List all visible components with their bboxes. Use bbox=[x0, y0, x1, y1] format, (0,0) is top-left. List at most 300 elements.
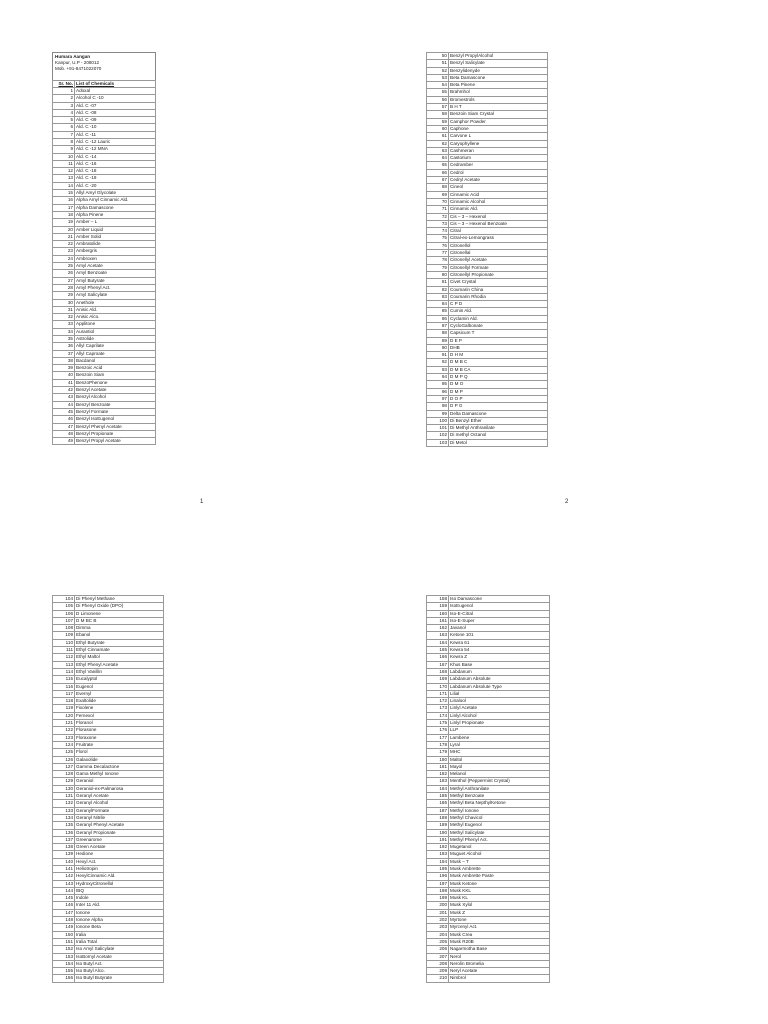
chemical-name-cell: Cis – 3 – Hexenol bbox=[449, 213, 548, 220]
table-row bbox=[53, 372, 156, 379]
table-row bbox=[427, 403, 548, 410]
table-row bbox=[427, 96, 548, 103]
chemical-name-cell: Linlyl Alcohol bbox=[449, 712, 550, 719]
table-row bbox=[53, 865, 164, 872]
chemical-name-cell: Di Methyl Anthranilate bbox=[449, 425, 548, 432]
sr-no-cell: 164 bbox=[427, 639, 449, 646]
table-row bbox=[53, 306, 156, 313]
chemical-name-cell: Musk R20B bbox=[449, 938, 550, 945]
sr-no-cell: 145 bbox=[53, 895, 75, 902]
chemical-name-cell: Caphone bbox=[449, 125, 548, 132]
sr-no-cell: 76 bbox=[427, 242, 449, 249]
table-row bbox=[53, 182, 156, 189]
table-row bbox=[427, 676, 550, 683]
table-row bbox=[53, 408, 156, 415]
sr-no-cell: 14 bbox=[53, 182, 75, 189]
sr-no-cell: 33 bbox=[53, 321, 75, 328]
chemical-name-cell: Camphor Powder bbox=[449, 118, 548, 125]
chemical-name-cell: Ald. C -08 bbox=[75, 109, 156, 116]
chemical-name-cell: Lyral bbox=[449, 741, 550, 748]
chemical-name-cell: Exaltolide bbox=[75, 698, 164, 705]
sr-no-cell: 134 bbox=[53, 814, 75, 821]
table-row bbox=[427, 822, 550, 829]
chemical-name-cell: Ethyl Butyrate bbox=[75, 639, 164, 646]
chemical-name-cell: D M BC B bbox=[75, 617, 164, 624]
sr-no-cell: 117 bbox=[53, 690, 75, 697]
table-row bbox=[53, 844, 164, 851]
sr-no-cell: 98 bbox=[427, 403, 449, 410]
chemical-name-cell: Heliotropin bbox=[75, 865, 164, 872]
chemical-name-cell: Delta Damascone bbox=[449, 410, 548, 417]
sr-no-cell: 101 bbox=[427, 425, 449, 432]
chemical-name-cell: D Limonene bbox=[75, 610, 164, 617]
table-row bbox=[53, 938, 164, 945]
chemical-name-cell: Benzyl Formate bbox=[75, 408, 156, 415]
chemical-name-cell: D M P bbox=[449, 388, 548, 395]
sr-no-cell: 170 bbox=[427, 683, 449, 690]
sr-no-cell: 191 bbox=[427, 836, 449, 843]
chemical-name-cell: Citronellal bbox=[449, 250, 548, 257]
sr-no-cell: 73 bbox=[427, 220, 449, 227]
table-row bbox=[427, 705, 550, 712]
chemical-name-cell: Benzoin Siam Crystal bbox=[449, 111, 548, 118]
table-row bbox=[53, 379, 156, 386]
sr-no-cell: 105 bbox=[53, 603, 75, 610]
table-row bbox=[427, 432, 548, 439]
table-row bbox=[427, 632, 550, 639]
table-row bbox=[53, 741, 164, 748]
chemical-name-cell: Anisic Alco. bbox=[75, 314, 156, 321]
chemical-name-cell: Methyl Phenyl Act. bbox=[449, 836, 550, 843]
sr-no-cell: 22 bbox=[53, 241, 75, 248]
table-row bbox=[53, 807, 164, 814]
chemical-name-cell: Iso Butyl Alco. bbox=[75, 968, 164, 975]
sr-no-cell: 6 bbox=[53, 124, 75, 131]
table-row bbox=[427, 395, 548, 402]
table-row bbox=[53, 763, 164, 770]
table-row bbox=[53, 190, 156, 197]
chemical-name-cell: D M P Q bbox=[449, 374, 548, 381]
chemical-name-cell: Anisic Ald. bbox=[75, 306, 156, 313]
chemical-name-cell: Musk – T bbox=[449, 858, 550, 865]
table-row bbox=[427, 111, 548, 118]
sr-no-cell: 26 bbox=[53, 270, 75, 277]
table-row bbox=[53, 734, 164, 741]
sr-no-cell: 10 bbox=[53, 153, 75, 160]
sr-no-cell: 8 bbox=[53, 138, 75, 145]
chemicals-table-3 bbox=[52, 595, 164, 983]
table-row bbox=[53, 727, 164, 734]
table-row bbox=[53, 749, 164, 756]
table-row bbox=[53, 902, 164, 909]
sr-no-cell: 20 bbox=[53, 226, 75, 233]
table-row bbox=[53, 690, 164, 697]
sr-no-cell: 159 bbox=[427, 603, 449, 610]
table-row bbox=[53, 975, 164, 982]
chemical-name-cell: Methyl Salicylate bbox=[449, 829, 550, 836]
table-row bbox=[53, 350, 156, 357]
chemical-name-cell: Geranyl Phenyl Acetate bbox=[75, 822, 164, 829]
chemical-name-cell: Benzoin Siam bbox=[75, 372, 156, 379]
chemical-name-cell: Myrtone bbox=[449, 917, 550, 924]
sr-no-cell: 114 bbox=[53, 668, 75, 675]
table-row bbox=[53, 887, 164, 894]
sr-no-cell: 131 bbox=[53, 793, 75, 800]
chemical-name-cell: Ald. C -19 bbox=[75, 175, 156, 182]
chemical-name-cell: Alcohol C -10 bbox=[75, 95, 156, 102]
sr-no-cell: 141 bbox=[53, 865, 75, 872]
table-row bbox=[427, 271, 548, 278]
sr-no-cell: 202 bbox=[427, 917, 449, 924]
sr-no-cell: 50 bbox=[427, 53, 449, 60]
table-row bbox=[53, 953, 164, 960]
page-3 bbox=[52, 595, 164, 983]
chemical-name-cell: Cedramber bbox=[449, 162, 548, 169]
sr-no-cell: 94 bbox=[427, 374, 449, 381]
table-row bbox=[53, 168, 156, 175]
sr-no-cell: 55 bbox=[427, 89, 449, 96]
chemical-name-cell: Benzyl Propyl Acetate bbox=[75, 438, 156, 445]
chemical-name-cell: D M B CA bbox=[449, 366, 548, 373]
chemicals-table-1 bbox=[52, 80, 156, 446]
chemical-name-cell: Geranyl Alcohol bbox=[75, 800, 164, 807]
table-row bbox=[427, 410, 548, 417]
chemical-name-cell: Eucalyptol bbox=[75, 676, 164, 683]
chemical-name-cell: Iso-E-Super bbox=[449, 617, 550, 624]
table-row bbox=[53, 321, 156, 328]
chemical-name-cell: Citral-ex-Lemongrass bbox=[449, 235, 548, 242]
table-row bbox=[427, 308, 548, 315]
table-row bbox=[53, 654, 164, 661]
sr-no-cell: 135 bbox=[53, 822, 75, 829]
chemical-name-cell: Bromestrols bbox=[449, 96, 548, 103]
chemical-name-cell: HexylCinnamic Ald. bbox=[75, 873, 164, 880]
table-row bbox=[427, 337, 548, 344]
sr-no-cell: 165 bbox=[427, 647, 449, 654]
table-row bbox=[53, 299, 156, 306]
sr-no-cell: 104 bbox=[53, 596, 75, 603]
table-row bbox=[427, 191, 548, 198]
chemical-name-cell: Iso Damascone bbox=[449, 596, 550, 603]
table-row bbox=[427, 322, 548, 329]
chemical-name-cell: Florasone bbox=[75, 727, 164, 734]
table-row bbox=[427, 374, 548, 381]
chemical-name-cell: Benzyl Phenyl Acetate bbox=[75, 423, 156, 430]
chemical-name-cell: Hedione bbox=[75, 851, 164, 858]
table-row bbox=[53, 668, 164, 675]
sr-no-cell: 38 bbox=[53, 357, 75, 364]
sr-no-cell: 125 bbox=[53, 749, 75, 756]
table-row bbox=[427, 785, 550, 792]
sr-no-cell: 46 bbox=[53, 416, 75, 423]
sr-no-cell: 201 bbox=[427, 909, 449, 916]
chemical-name-cell: Citronellyl Formate bbox=[449, 264, 548, 271]
table-row bbox=[53, 95, 156, 102]
chemical-name-cell: Allyl Caprilate bbox=[75, 343, 156, 350]
chemical-name-cell: Linlyl Acetate bbox=[449, 705, 550, 712]
table-row bbox=[53, 793, 164, 800]
table-row bbox=[53, 924, 164, 931]
sr-no-cell: 51 bbox=[427, 60, 449, 67]
sr-no-cell: 21 bbox=[53, 233, 75, 240]
chemical-name-cell: D O P bbox=[449, 395, 548, 402]
sr-no-cell: 82 bbox=[427, 286, 449, 293]
sr-no-cell: 68 bbox=[427, 184, 449, 191]
table-row bbox=[53, 851, 164, 858]
chemical-name-cell: IBQ bbox=[75, 887, 164, 894]
chemical-name-cell: Mugetanol bbox=[449, 844, 550, 851]
sr-no-cell: 67 bbox=[427, 177, 449, 184]
chemical-name-cell: Lambene bbox=[449, 734, 550, 741]
table-row bbox=[53, 960, 164, 967]
chemical-name-cell: Coumarin China bbox=[449, 286, 548, 293]
chemical-name-cell: Astrolide bbox=[75, 336, 156, 343]
sr-no-cell: 148 bbox=[53, 917, 75, 924]
table-row bbox=[53, 124, 156, 131]
company-header bbox=[52, 52, 156, 80]
sr-no-cell: 81 bbox=[427, 279, 449, 286]
chemical-name-cell: Amber Liquid bbox=[75, 226, 156, 233]
sr-no-cell: 103 bbox=[427, 439, 449, 446]
sr-no-cell: 89 bbox=[427, 337, 449, 344]
table-row bbox=[53, 416, 156, 423]
chemicals-table-2 bbox=[426, 52, 548, 447]
sr-no-cell: 195 bbox=[427, 865, 449, 872]
chemical-name-cell: Adoxal bbox=[75, 87, 156, 94]
chemical-name-cell: Methyl Benzoate bbox=[449, 793, 550, 800]
table-row bbox=[53, 241, 156, 248]
table-row bbox=[427, 727, 550, 734]
chemical-name-cell: Musk KKL bbox=[449, 887, 550, 894]
sr-no-cell: 30 bbox=[53, 299, 75, 306]
sr-no-cell: 171 bbox=[427, 690, 449, 697]
sr-no-header: Sr. No. bbox=[53, 80, 75, 87]
table-row bbox=[427, 793, 550, 800]
table-row bbox=[427, 118, 548, 125]
chemical-name-cell: Ald. C -11 bbox=[75, 131, 156, 138]
chemical-name-cell: Beta Damascone bbox=[449, 74, 548, 81]
chemical-name-cell: BenzoPhenone bbox=[75, 379, 156, 386]
table-row bbox=[427, 250, 548, 257]
chemical-name-cell: Capsicum T bbox=[449, 330, 548, 337]
table-row bbox=[427, 286, 548, 293]
chemical-name-cell: Ketone 101 bbox=[449, 632, 550, 639]
table-row bbox=[427, 169, 548, 176]
table-row bbox=[53, 204, 156, 211]
table-row bbox=[53, 423, 156, 430]
chemical-name-cell: Cedrol bbox=[449, 169, 548, 176]
chemical-name-cell: Fernexol bbox=[75, 712, 164, 719]
sr-no-cell: 146 bbox=[53, 902, 75, 909]
sr-no-cell: 136 bbox=[53, 829, 75, 836]
sr-no-cell: 149 bbox=[53, 924, 75, 931]
table-row bbox=[427, 82, 548, 89]
chemical-name-cell: Benzyl Salicylate bbox=[449, 60, 548, 67]
table-row bbox=[427, 89, 548, 96]
sr-no-cell: 7 bbox=[53, 131, 75, 138]
table-row bbox=[53, 778, 164, 785]
sr-no-cell: 52 bbox=[427, 67, 449, 74]
chemical-name-cell: Di methyl Octanol bbox=[449, 432, 548, 439]
table-row bbox=[53, 698, 164, 705]
sr-no-cell: 204 bbox=[427, 931, 449, 938]
sr-no-cell: 87 bbox=[427, 322, 449, 329]
sr-no-cell: 27 bbox=[53, 277, 75, 284]
sr-no-cell: 36 bbox=[53, 343, 75, 350]
table-row bbox=[427, 778, 550, 785]
sr-no-cell: 95 bbox=[427, 381, 449, 388]
sr-no-cell: 24 bbox=[53, 255, 75, 262]
table-row bbox=[427, 67, 548, 74]
chemical-name-cell: Brahmhol bbox=[449, 89, 548, 96]
sr-no-cell: 172 bbox=[427, 698, 449, 705]
chemical-name-cell: Di Phenyl Oxide (DPO) bbox=[75, 603, 164, 610]
table-row bbox=[53, 814, 164, 821]
chemical-name-cell: Nerolin Bromelia bbox=[449, 960, 550, 967]
sr-no-cell: 143 bbox=[53, 880, 75, 887]
chemical-name-cell: Labdanum Absolute bbox=[449, 676, 550, 683]
sr-no-cell: 118 bbox=[53, 698, 75, 705]
sr-no-cell: 86 bbox=[427, 315, 449, 322]
sr-no-cell: 19 bbox=[53, 219, 75, 226]
table-row bbox=[53, 394, 156, 401]
chemical-name-cell: Nagarmotha Base bbox=[449, 946, 550, 953]
table-row bbox=[53, 117, 156, 124]
sr-no-cell: 150 bbox=[53, 931, 75, 938]
sr-no-cell: 177 bbox=[427, 734, 449, 741]
table-row bbox=[53, 931, 164, 938]
sr-no-cell: 1 bbox=[53, 87, 75, 94]
table-row bbox=[427, 617, 550, 624]
sr-no-cell: 57 bbox=[427, 104, 449, 111]
chemical-name-cell: Ambratolide bbox=[75, 241, 156, 248]
sr-no-cell: 66 bbox=[427, 169, 449, 176]
chemical-name-cell: Galaxolide bbox=[75, 756, 164, 763]
table-row bbox=[427, 654, 550, 661]
sr-no-cell: 183 bbox=[427, 778, 449, 785]
chemical-name-cell: D E P bbox=[449, 337, 548, 344]
table-row bbox=[53, 160, 156, 167]
chemical-name-cell: Green Acetate bbox=[75, 844, 164, 851]
sr-no-cell: 205 bbox=[427, 938, 449, 945]
chemical-name-cell: Caryophyllene bbox=[449, 140, 548, 147]
chemical-name-cell: Eugenol bbox=[75, 683, 164, 690]
table-row bbox=[53, 109, 156, 116]
chemical-name-cell: Ald. C -10 bbox=[75, 124, 156, 131]
table-row bbox=[53, 596, 164, 603]
sr-no-cell: 185 bbox=[427, 793, 449, 800]
sr-no-cell: 4 bbox=[53, 109, 75, 116]
chemical-name-cell: Citronellol bbox=[449, 242, 548, 249]
sr-no-cell: 107 bbox=[53, 617, 75, 624]
table-row bbox=[427, 938, 550, 945]
chemical-name-cell: Floranol bbox=[75, 720, 164, 727]
page-number-2: 2 bbox=[565, 499, 569, 505]
sr-no-cell: 80 bbox=[427, 271, 449, 278]
sr-no-cell: 127 bbox=[53, 763, 75, 770]
table-row bbox=[53, 146, 156, 153]
sr-no-cell: 129 bbox=[53, 778, 75, 785]
sr-no-cell: 48 bbox=[53, 430, 75, 437]
table-row bbox=[427, 946, 550, 953]
table-row bbox=[427, 924, 550, 931]
chemical-name-cell: Iso-E-Citral bbox=[449, 610, 550, 617]
table-row bbox=[53, 617, 164, 624]
table-row bbox=[427, 917, 550, 924]
table-row bbox=[53, 632, 164, 639]
chemical-name-cell: Ald. C -20 bbox=[75, 182, 156, 189]
chemical-name-cell: Amber Solid bbox=[75, 233, 156, 240]
table-row bbox=[427, 756, 550, 763]
table-row bbox=[427, 366, 548, 373]
chemical-name-cell: Citronellyl Propionate bbox=[449, 271, 548, 278]
chemical-name-cell: Cashmeran bbox=[449, 147, 548, 154]
table-row bbox=[53, 676, 164, 683]
chemical-name-cell: Citral bbox=[449, 228, 548, 235]
sr-no-cell: 194 bbox=[427, 858, 449, 865]
chemical-name-cell: Labdanum Absolute Type bbox=[449, 683, 550, 690]
chemical-name-cell: Inter 11 Ald. bbox=[75, 902, 164, 909]
chemical-name-cell: Citronellyl Acetate bbox=[449, 257, 548, 264]
sr-no-cell: 153 bbox=[53, 953, 75, 960]
chemical-name-cell: Amyl Salicylate bbox=[75, 292, 156, 299]
table-row bbox=[427, 931, 550, 938]
table-row bbox=[53, 720, 164, 727]
chemical-name-cell: B H T bbox=[449, 104, 548, 111]
sr-no-cell: 187 bbox=[427, 807, 449, 814]
chemical-name-cell: D M O bbox=[449, 381, 548, 388]
sr-no-cell: 108 bbox=[53, 625, 75, 632]
sr-no-cell: 132 bbox=[53, 800, 75, 807]
chemical-name-cell: Methyl Chavicol bbox=[449, 814, 550, 821]
chemical-name-cell: D P G bbox=[449, 403, 548, 410]
table-row bbox=[427, 807, 550, 814]
sr-no-cell: 88 bbox=[427, 330, 449, 337]
table-row bbox=[427, 844, 550, 851]
sr-no-cell: 39 bbox=[53, 365, 75, 372]
table-row bbox=[53, 336, 156, 343]
table-row bbox=[427, 763, 550, 770]
chemical-name-cell: Methyl Eugenol bbox=[449, 822, 550, 829]
table-row bbox=[427, 359, 548, 366]
sr-no-cell: 121 bbox=[53, 720, 75, 727]
table-header-row bbox=[53, 80, 156, 87]
sr-no-cell: 15 bbox=[53, 190, 75, 197]
sr-no-cell: 45 bbox=[53, 408, 75, 415]
sr-no-cell: 54 bbox=[427, 82, 449, 89]
sr-no-cell: 72 bbox=[427, 213, 449, 220]
table-row bbox=[53, 87, 156, 94]
chemical-name-cell: Di Benzyl Ether bbox=[449, 417, 548, 424]
chemical-name-cell: Iso Butyl Butyrate bbox=[75, 975, 164, 982]
chemical-name-cell: Alpha Damascone bbox=[75, 204, 156, 211]
chemical-name-cell: MHC bbox=[449, 749, 550, 756]
table-row bbox=[427, 279, 548, 286]
chemical-name-cell: Geraniol bbox=[75, 778, 164, 785]
sr-no-cell: 100 bbox=[427, 417, 449, 424]
chemical-name-cell: Ethyl Phenyl Acetate bbox=[75, 661, 164, 668]
table-row bbox=[53, 836, 164, 843]
table-row bbox=[53, 625, 164, 632]
sr-no-cell: 160 bbox=[427, 610, 449, 617]
chemical-name-cell: Cis – 3 – Hexenol Benzoate bbox=[449, 220, 548, 227]
chemical-name-cell: HydroxyCitronellol bbox=[75, 880, 164, 887]
table-row bbox=[53, 822, 164, 829]
table-row bbox=[427, 909, 550, 916]
table-row bbox=[427, 683, 550, 690]
chemical-name-cell: Amyl Phenyl Act. bbox=[75, 284, 156, 291]
chemical-name-cell: IsoEugenol bbox=[449, 603, 550, 610]
